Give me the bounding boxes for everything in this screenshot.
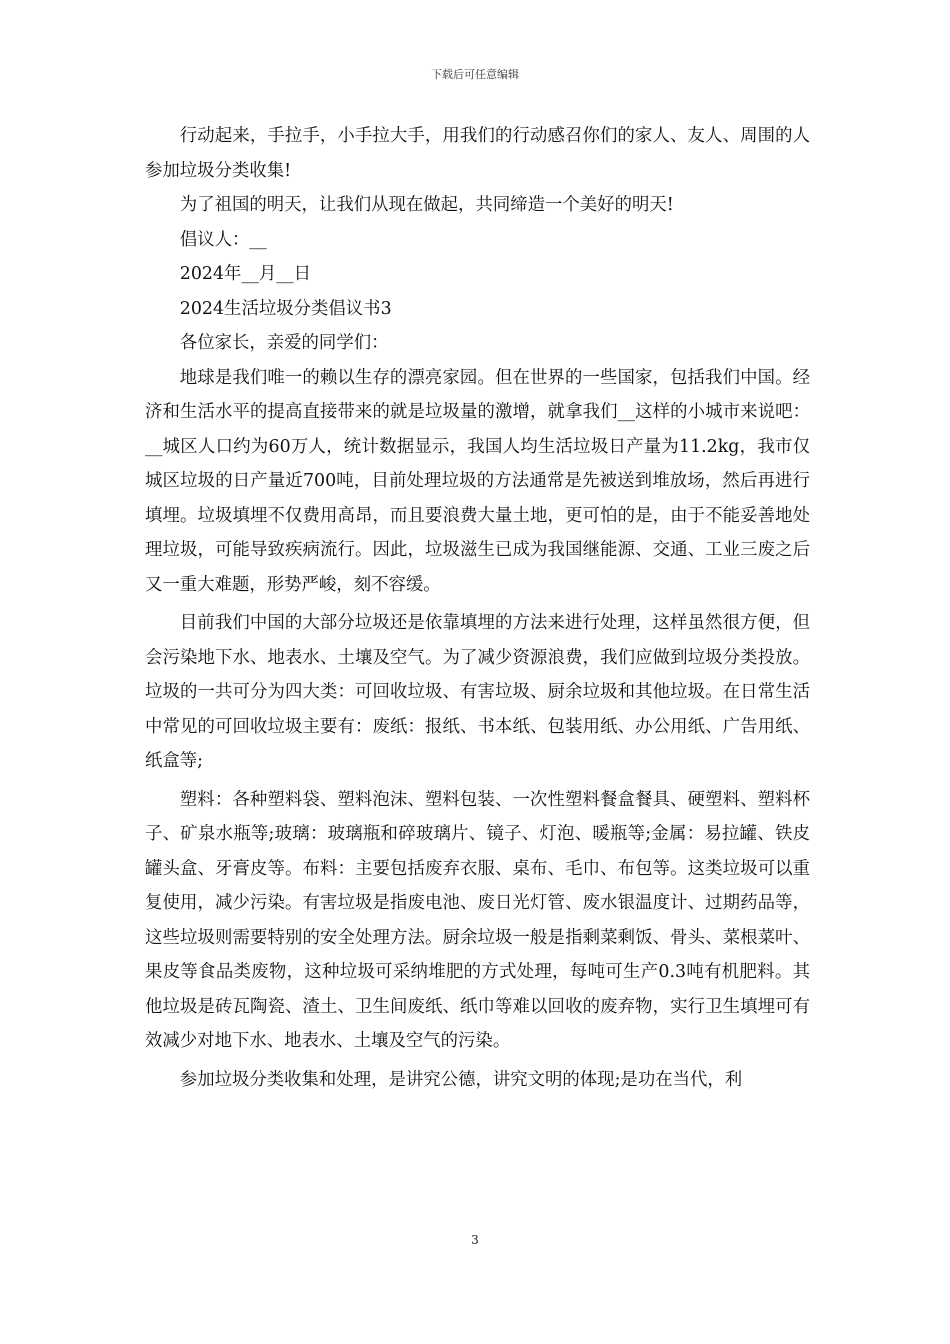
salutation: 各位家长，亲爱的同学们： bbox=[179, 333, 389, 353]
proposer-line: 倡议人：__ bbox=[179, 229, 267, 250]
document-body bbox=[145, 119, 810, 1097]
section-title: 2024生活垃圾分类倡议书3 bbox=[179, 298, 392, 319]
paragraph-categories: 塑料：各种塑料袋、塑料泡沫、塑料包装、一次性塑料餐盒餐具、硬塑料、塑料杯子、矿泉水瓶等;玻璃：玻璃瓶和碎玻璃片、镜子、灯泡、暖瓶等;金属：易拉罐、铁皮罐头盒、牙膏皮等。布料：主要包括废弃衣服、桌布、毛巾、布包等。这类垃圾可以重复使用，减少污染。有害垃圾是指废电池、废日光灯管、废水银温度计、过期药品等，这些垃圾则需要特别的安全处理方法。厨余垃圾一般是指剩菜剩饭、骨头、菜根菜叶、果皮等食品类废物，这种垃圾可采纳堆肥的方式处理，每吨可生产0.3吨有机肥料。其他垃圾是砖瓦陶瓷、渣土、卫生间废纸、纸巾等难以回收的废弃物，实行卫生填埋可有效减少对地下水、地表水、土壤及空气的污染。 bbox=[145, 789, 810, 1051]
date-line: 2024年__月__日 bbox=[179, 264, 312, 284]
paragraph-closing: 为了祖国的明天，让我们从现在做起，共同缔造一个美好的明天! bbox=[179, 195, 674, 215]
page-number: 3 bbox=[471, 1233, 479, 1247]
paragraph-earth: 地球是我们唯一的赖以生存的漂亮家园。但在世界的一些国家，包括我们中国。经济和生活水平的提高直接带来的就是垃圾量的激增，就拿我们__这样的小城市来说吧：__城区人口约为60万人，统计数据显示，我国人均生活垃圾日产量为11.2kg，我市仅城区垃圾的日产量近700吨，目前处理垃圾的方法通常是先被送到堆放场，然后再进行填埋。垃圾填埋不仅费用高昂，而且要浪费大量土地，更可怕的是，由于不能妥善地处理垃圾，可能导致疾病流行。因此，垃圾滋生已成为我国继能源、交通、工业三废之后又一重大难题，形势严峻，刻不容缓。 bbox=[145, 367, 810, 595]
paragraph-landfill: 目前我们中国的大部分垃圾还是依靠填埋的方法来进行处理，这样虽然很方便，但会污染地下水、地表水、土壤及空气。为了减少资源浪费，我们应做到垃圾分类投放。垃圾的一共可分为四大类：可回收垃圾、有害垃圾、厨余垃圾和其他垃圾。在日常生活中常见的可回收垃圾主要有：废纸：报纸、书本纸、包装用纸、办公用纸、广告用纸、纸盒等; bbox=[145, 613, 810, 771]
paragraph-call-to-action: 行动起来，手拉手，小手拉大手，用我们的行动感召你们的家人、友人、周围的人参加垃圾分类收集! bbox=[145, 126, 810, 181]
page-header: 下载后可任意编辑 bbox=[431, 68, 519, 81]
paragraph-participation: 参加垃圾分类收集和处理，是讲究公德，讲究文明的体现;是功在当代，利 bbox=[179, 1069, 743, 1090]
